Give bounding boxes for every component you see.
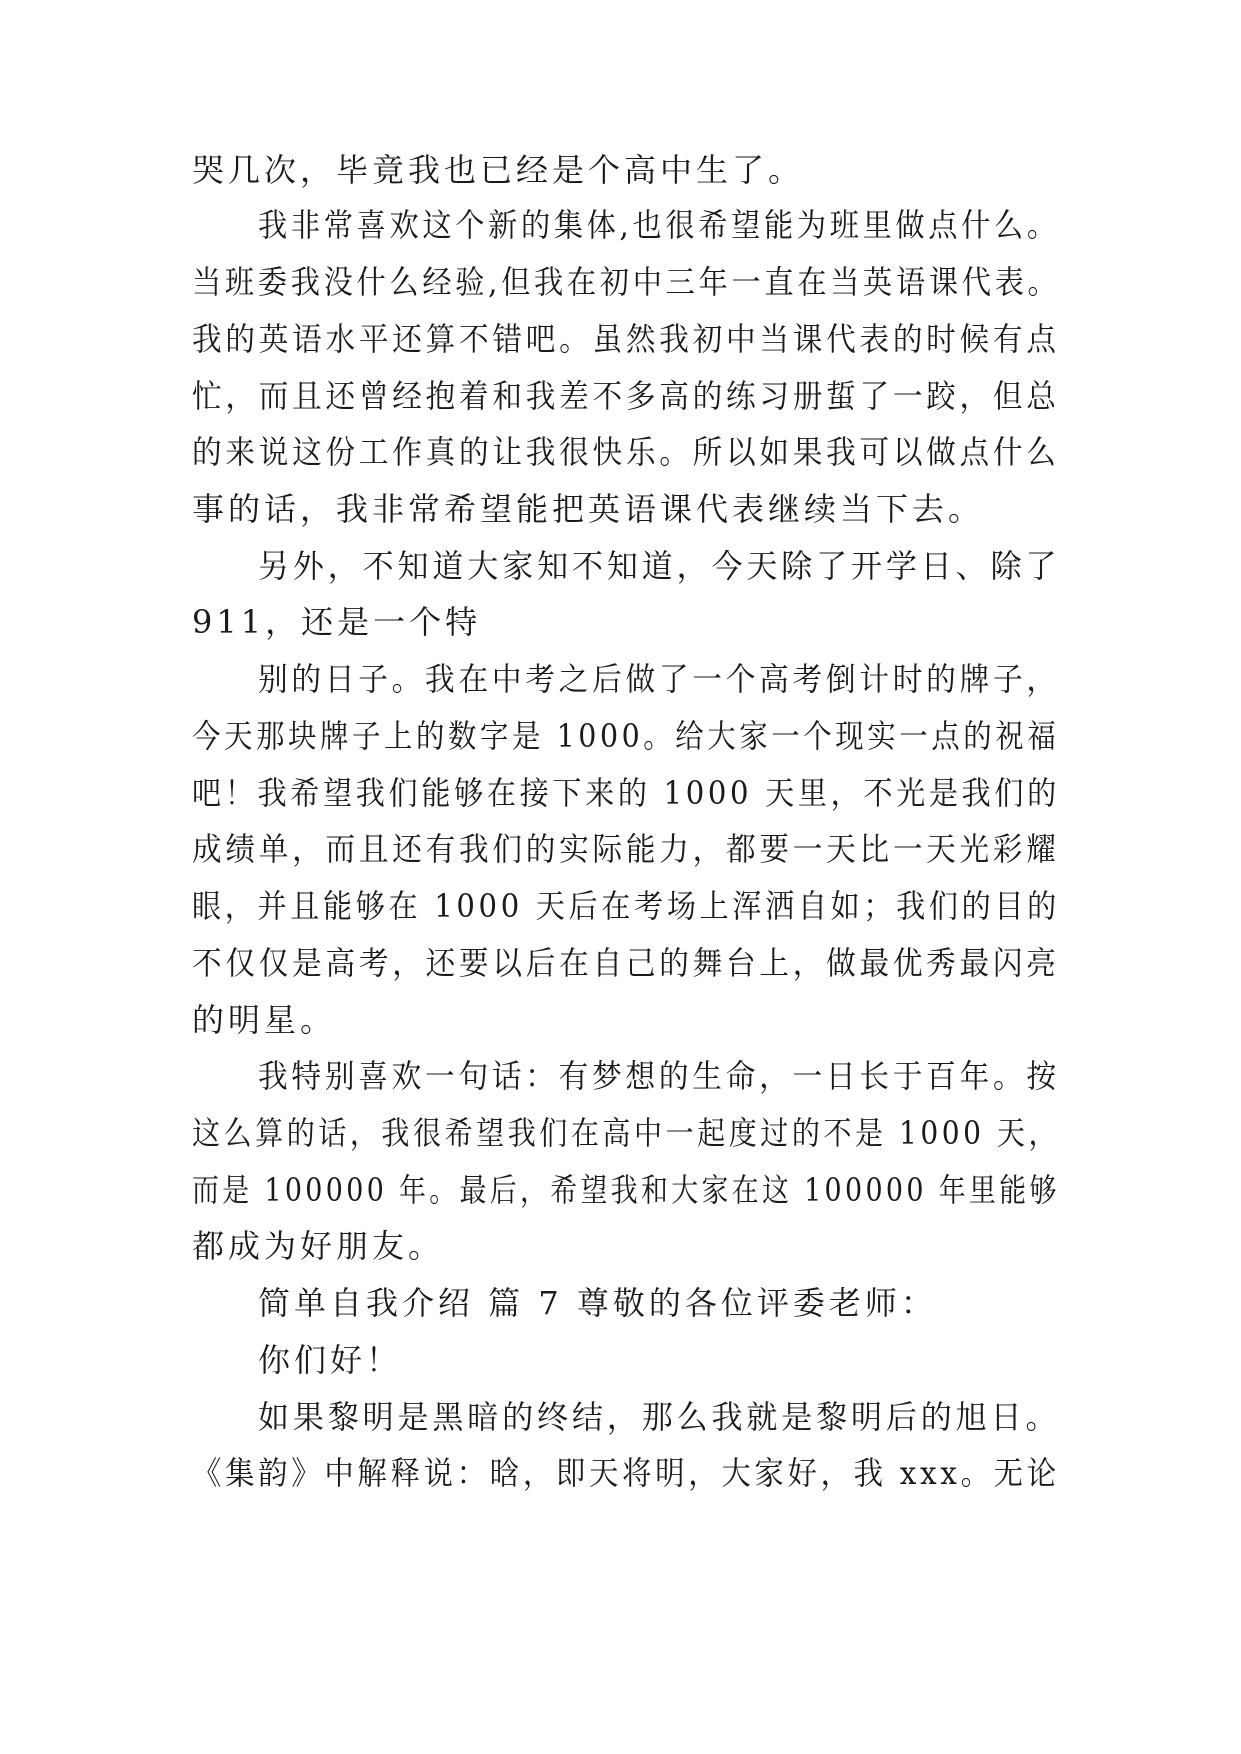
text-line: 事的话，我非常希望能把英语课代表继续当下去。	[192, 490, 985, 528]
text-line: 我特别喜欢一句话：有梦想的生命，一日长于百年。按	[258, 1057, 1060, 1095]
text-line: 不仅仅是高考，还要以后在自己的舞台上，做最优秀最闪亮	[192, 944, 1060, 982]
text-line: 另外，不知道大家知不知道，今天除了开学日、除了	[258, 547, 1061, 585]
text-line: 简单自我介绍 篇 7 尊敬的各位评委老师：	[258, 1284, 937, 1322]
text-line: 都成为好朋友。	[192, 1227, 445, 1265]
text-line: 眼，并且能够在 1000 天后在考场上浑洒自如；我们的目的	[192, 887, 1060, 925]
text-line: 成绩单，而且还有我们的实际能力，都要一天比一天光彩耀	[192, 830, 1060, 868]
text-line: 吧！我希望我们能够在接下来的 1000 天里，不光是我们的	[192, 774, 1060, 812]
text-line: 911，还是一个特	[192, 603, 482, 641]
text-line: 当班委我没什么经验,但我在初中三年一直在当英语课代表。	[192, 263, 1061, 301]
text-line: 而是 100000 年。最后，希望我和大家在这 100000 年里能够	[192, 1171, 1060, 1209]
text-line: 的来说这份工作真的让我很快乐。所以如果我可以做点什么	[192, 433, 1060, 471]
text-line: 我的英语水平还算不错吧。虽然我初中当课代表的时候有点	[192, 320, 1060, 358]
text-line: 如果黎明是黑暗的终结，那么我就是黎明后的旭日。	[258, 1398, 1061, 1436]
text-line: 哭几次，毕竟我也已经是个高中生了。	[192, 151, 805, 189]
text-line: 《集韵》中解释说：晗，即天将明，大家好，我 xxx。无论	[192, 1454, 1060, 1492]
text-line: 今天那块牌子上的数字是 1000。给大家一个现实一点的祝福	[192, 717, 1060, 755]
text-line: 这么算的话，我很希望我们在高中一起度过的不是 1000 天，	[192, 1114, 1061, 1152]
text-line: 的明星。	[192, 1001, 337, 1039]
text-line: 别的日子。我在中考之后做了一个高考倒计时的牌子，	[258, 660, 1060, 698]
text-line: 你们好！	[258, 1341, 403, 1379]
text-line: 我非常喜欢这个新的集体,也很希望能为班里做点什么。	[258, 206, 1060, 244]
text-line: 忙，而且还曾经抱着和我差不多高的练习册蜇了一跤，但总	[192, 377, 1060, 415]
